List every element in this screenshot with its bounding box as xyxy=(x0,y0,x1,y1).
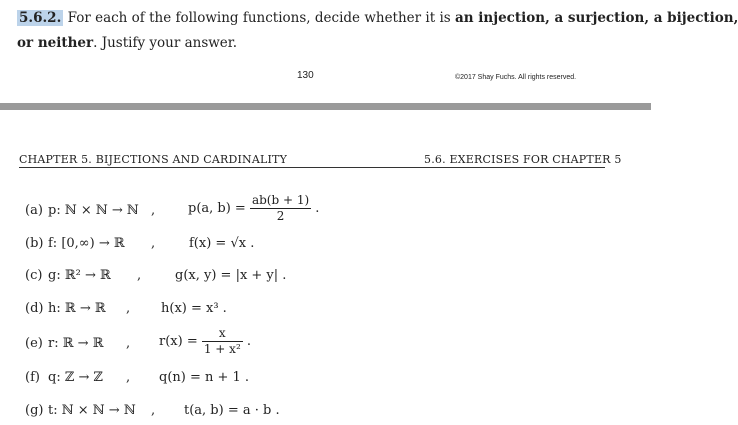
problem-text: For each of the following functions, decide whether it is xyxy=(63,10,455,26)
chapter-header: CHAPTER 5. BIJECTIONS AND CARDINALITY xyxy=(19,153,288,166)
formula-lhs: p(a, b) = xyxy=(188,201,250,216)
page-divider xyxy=(0,103,651,110)
function-formula: f(x) = √x . xyxy=(189,236,255,251)
fraction-denominator: 1 + x² xyxy=(203,342,241,356)
function-signature: p: ℕ × ℕ → ℕ xyxy=(48,203,139,218)
function-signature: g: ℝ² → ℝ xyxy=(48,268,111,283)
separator-comma: , xyxy=(151,203,156,218)
function-formula: g(x, y) = |x + y| . xyxy=(175,268,287,283)
header-rule xyxy=(19,167,605,168)
function-signature: f: [0,∞) → ℝ xyxy=(48,236,125,251)
fraction xyxy=(202,326,243,357)
problem-statement-line-1 xyxy=(17,10,738,26)
function-formula: h(x) = x³ . xyxy=(161,301,227,316)
function-formula xyxy=(159,326,251,357)
function-label: (g) xyxy=(25,403,44,418)
function-formula: q(n) = n + 1 . xyxy=(159,370,250,385)
function-label: (f) xyxy=(25,370,40,385)
problem-statement-line-2 xyxy=(17,35,237,51)
separator-comma: , xyxy=(137,268,142,283)
function-formula: t(a, b) = a · b . xyxy=(184,403,280,418)
formula-lhs: r(x) = xyxy=(159,334,202,349)
copyright-notice: ©2017 Shay Fuchs. All rights reserved. xyxy=(455,74,577,81)
separator-comma: , xyxy=(151,403,156,418)
function-signature: h: ℝ → ℝ xyxy=(48,301,106,316)
problem-bold-text: an injection, a surjection, a bijection, xyxy=(454,10,738,26)
fraction-numerator: ab(b + 1) xyxy=(251,193,310,207)
fraction-denominator: 2 xyxy=(276,209,285,223)
problem-number: 5.6.2. xyxy=(19,10,62,26)
function-signature: q: ℤ → ℤ xyxy=(48,370,103,385)
function-formula xyxy=(188,193,319,224)
problem-text-2: . Justify your answer. xyxy=(93,35,238,51)
fraction-numerator: x xyxy=(202,326,243,342)
separator-comma: , xyxy=(151,236,156,251)
separator-comma: , xyxy=(126,370,131,385)
function-signature: t: ℕ × ℕ → ℕ xyxy=(48,403,136,418)
function-label: (d) xyxy=(25,301,44,316)
problem-bold-text-2: or neither xyxy=(17,35,94,51)
function-signature: r: ℝ → ℝ xyxy=(48,336,104,351)
formula-tail: . xyxy=(242,334,252,349)
section-header: 5.6. EXERCISES FOR CHAPTER 5 xyxy=(424,153,622,166)
function-label: (e) xyxy=(25,336,43,351)
function-label: (c) xyxy=(25,268,43,283)
fraction xyxy=(250,193,311,224)
function-label: (b) xyxy=(25,236,44,251)
separator-comma: , xyxy=(126,336,131,351)
function-label: (a) xyxy=(25,203,43,218)
separator-comma: , xyxy=(126,301,131,316)
page-number: 130 xyxy=(297,70,314,81)
formula-tail: . xyxy=(311,201,320,216)
